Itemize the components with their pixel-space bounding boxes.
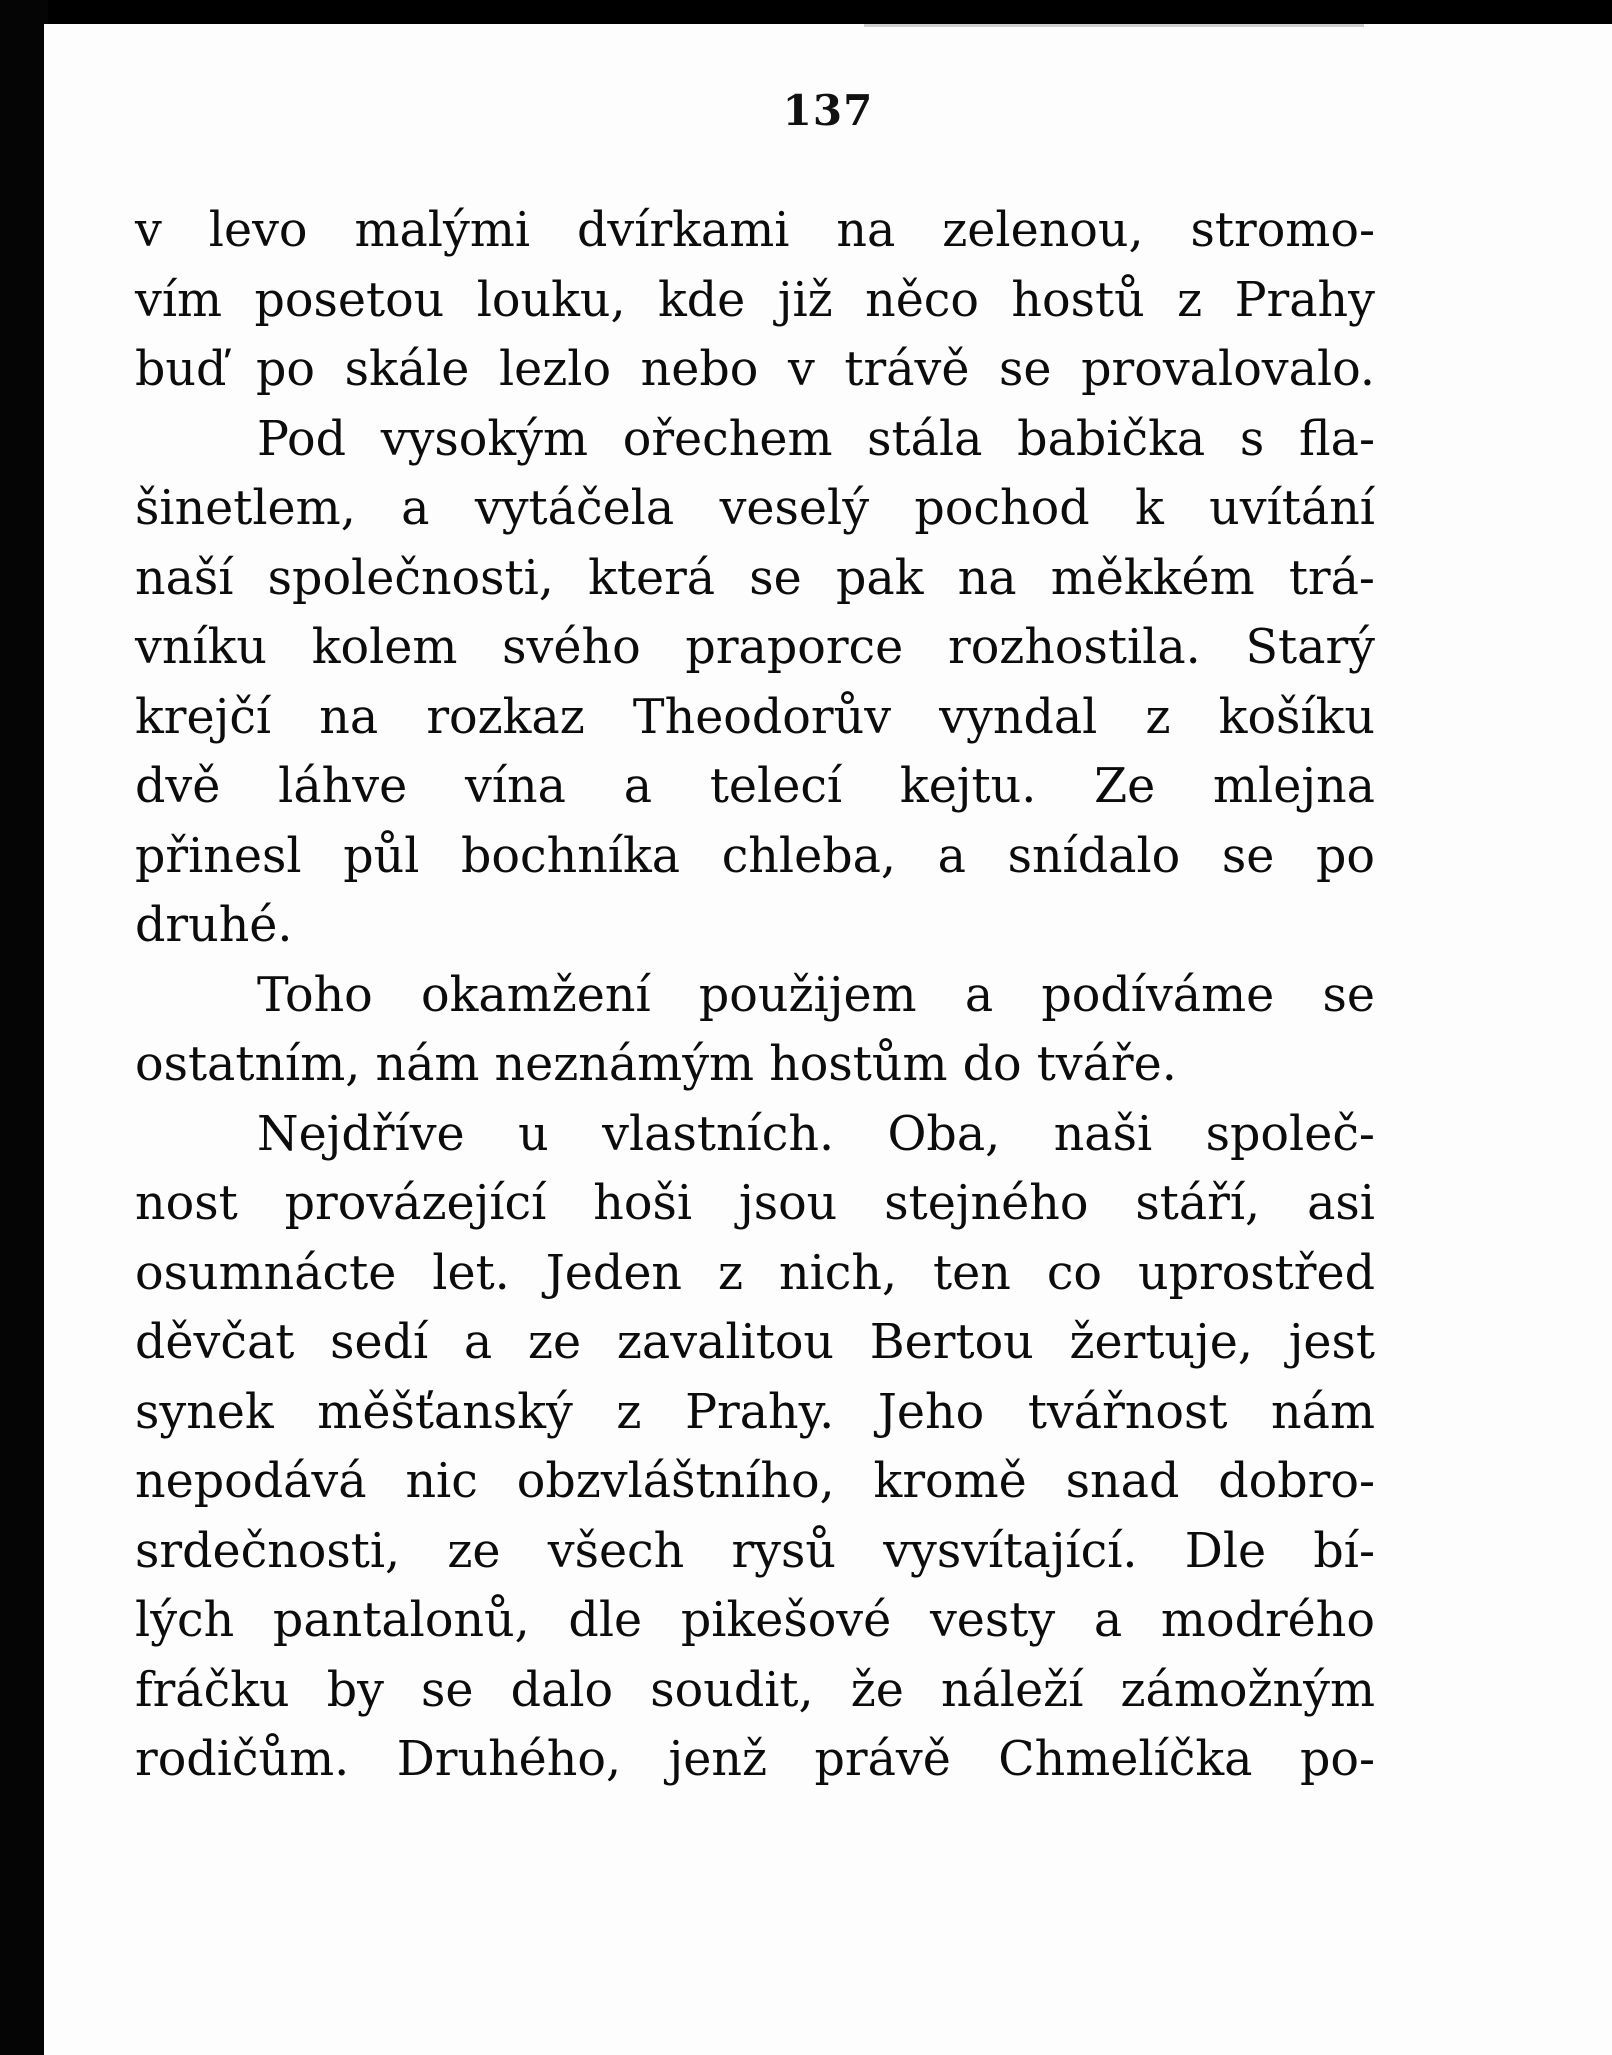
text-line: nost provázející hoši jsou stejného stáří, asi (135, 1176, 1375, 1231)
text-line: naší společnosti, která se pak na měkkém trá- (135, 550, 1375, 606)
text-line: Nejdříve u vlastních. Oba, naši společ- (257, 1106, 1375, 1162)
book-page (44, 24, 1612, 2055)
page-number: 137 (782, 86, 874, 135)
text-line: rodičům. Druhého, jenž právě Chmelíčka po- (135, 1732, 1375, 1787)
text-line: přinesl půl bochníka chleba, a snídalo se po (135, 828, 1375, 884)
body-text (135, 196, 1375, 1795)
text-line: krejčí na rozkaz Theodorův vyndal z košíku (135, 689, 1375, 745)
scan-artifact-line (864, 24, 1364, 27)
text-line: Pod vysokým ořechem stála babička s fla- (257, 411, 1375, 467)
text-line: lých pantalonů, dle pikešové vesty a modrého (135, 1593, 1375, 1648)
text-line: děvčat sedí a ze zavalitou Bertou žertuje, jest (135, 1315, 1375, 1370)
text-line: Toho okamžení použijem a podíváme se (257, 967, 1375, 1023)
text-line: v levo malými dvírkami na zelenou, stromo- (135, 203, 1375, 258)
text-line: nepodává nic obzvláštního, kromě snad dobro- (135, 1454, 1375, 1509)
text-line: ostatním, nám neznámým hostům do tváře. (135, 1037, 1177, 1092)
text-line: druhé. (135, 898, 293, 953)
text-line: šinetlem, a vytáčela veselý pochod k uvítání (135, 481, 1375, 536)
text-line: buď po skále lezlo nebo v trávě se provalovalo. (135, 342, 1375, 397)
text-line: srdečnosti, ze všech rysů vysvítající. Dle bí- (135, 1523, 1375, 1579)
text-line: vníku kolem svého praporce rozhostila. Starý (135, 620, 1375, 675)
scan-dark-edge (0, 0, 48, 2055)
text-line: synek měšťanský z Prahy. Jeho tvářnost nám (135, 1384, 1375, 1440)
text-line: osumnácte let. Jeden z nich, ten co uprostřed (135, 1245, 1375, 1301)
text-line: fráčku by se dalo soudit, že náleží zámožným (135, 1662, 1375, 1718)
text-line: vím posetou louku, kde již něco hostů z Prahy (135, 272, 1375, 328)
text-line: dvě láhve vína a telecí kejtu. Ze mlejna (135, 759, 1375, 814)
